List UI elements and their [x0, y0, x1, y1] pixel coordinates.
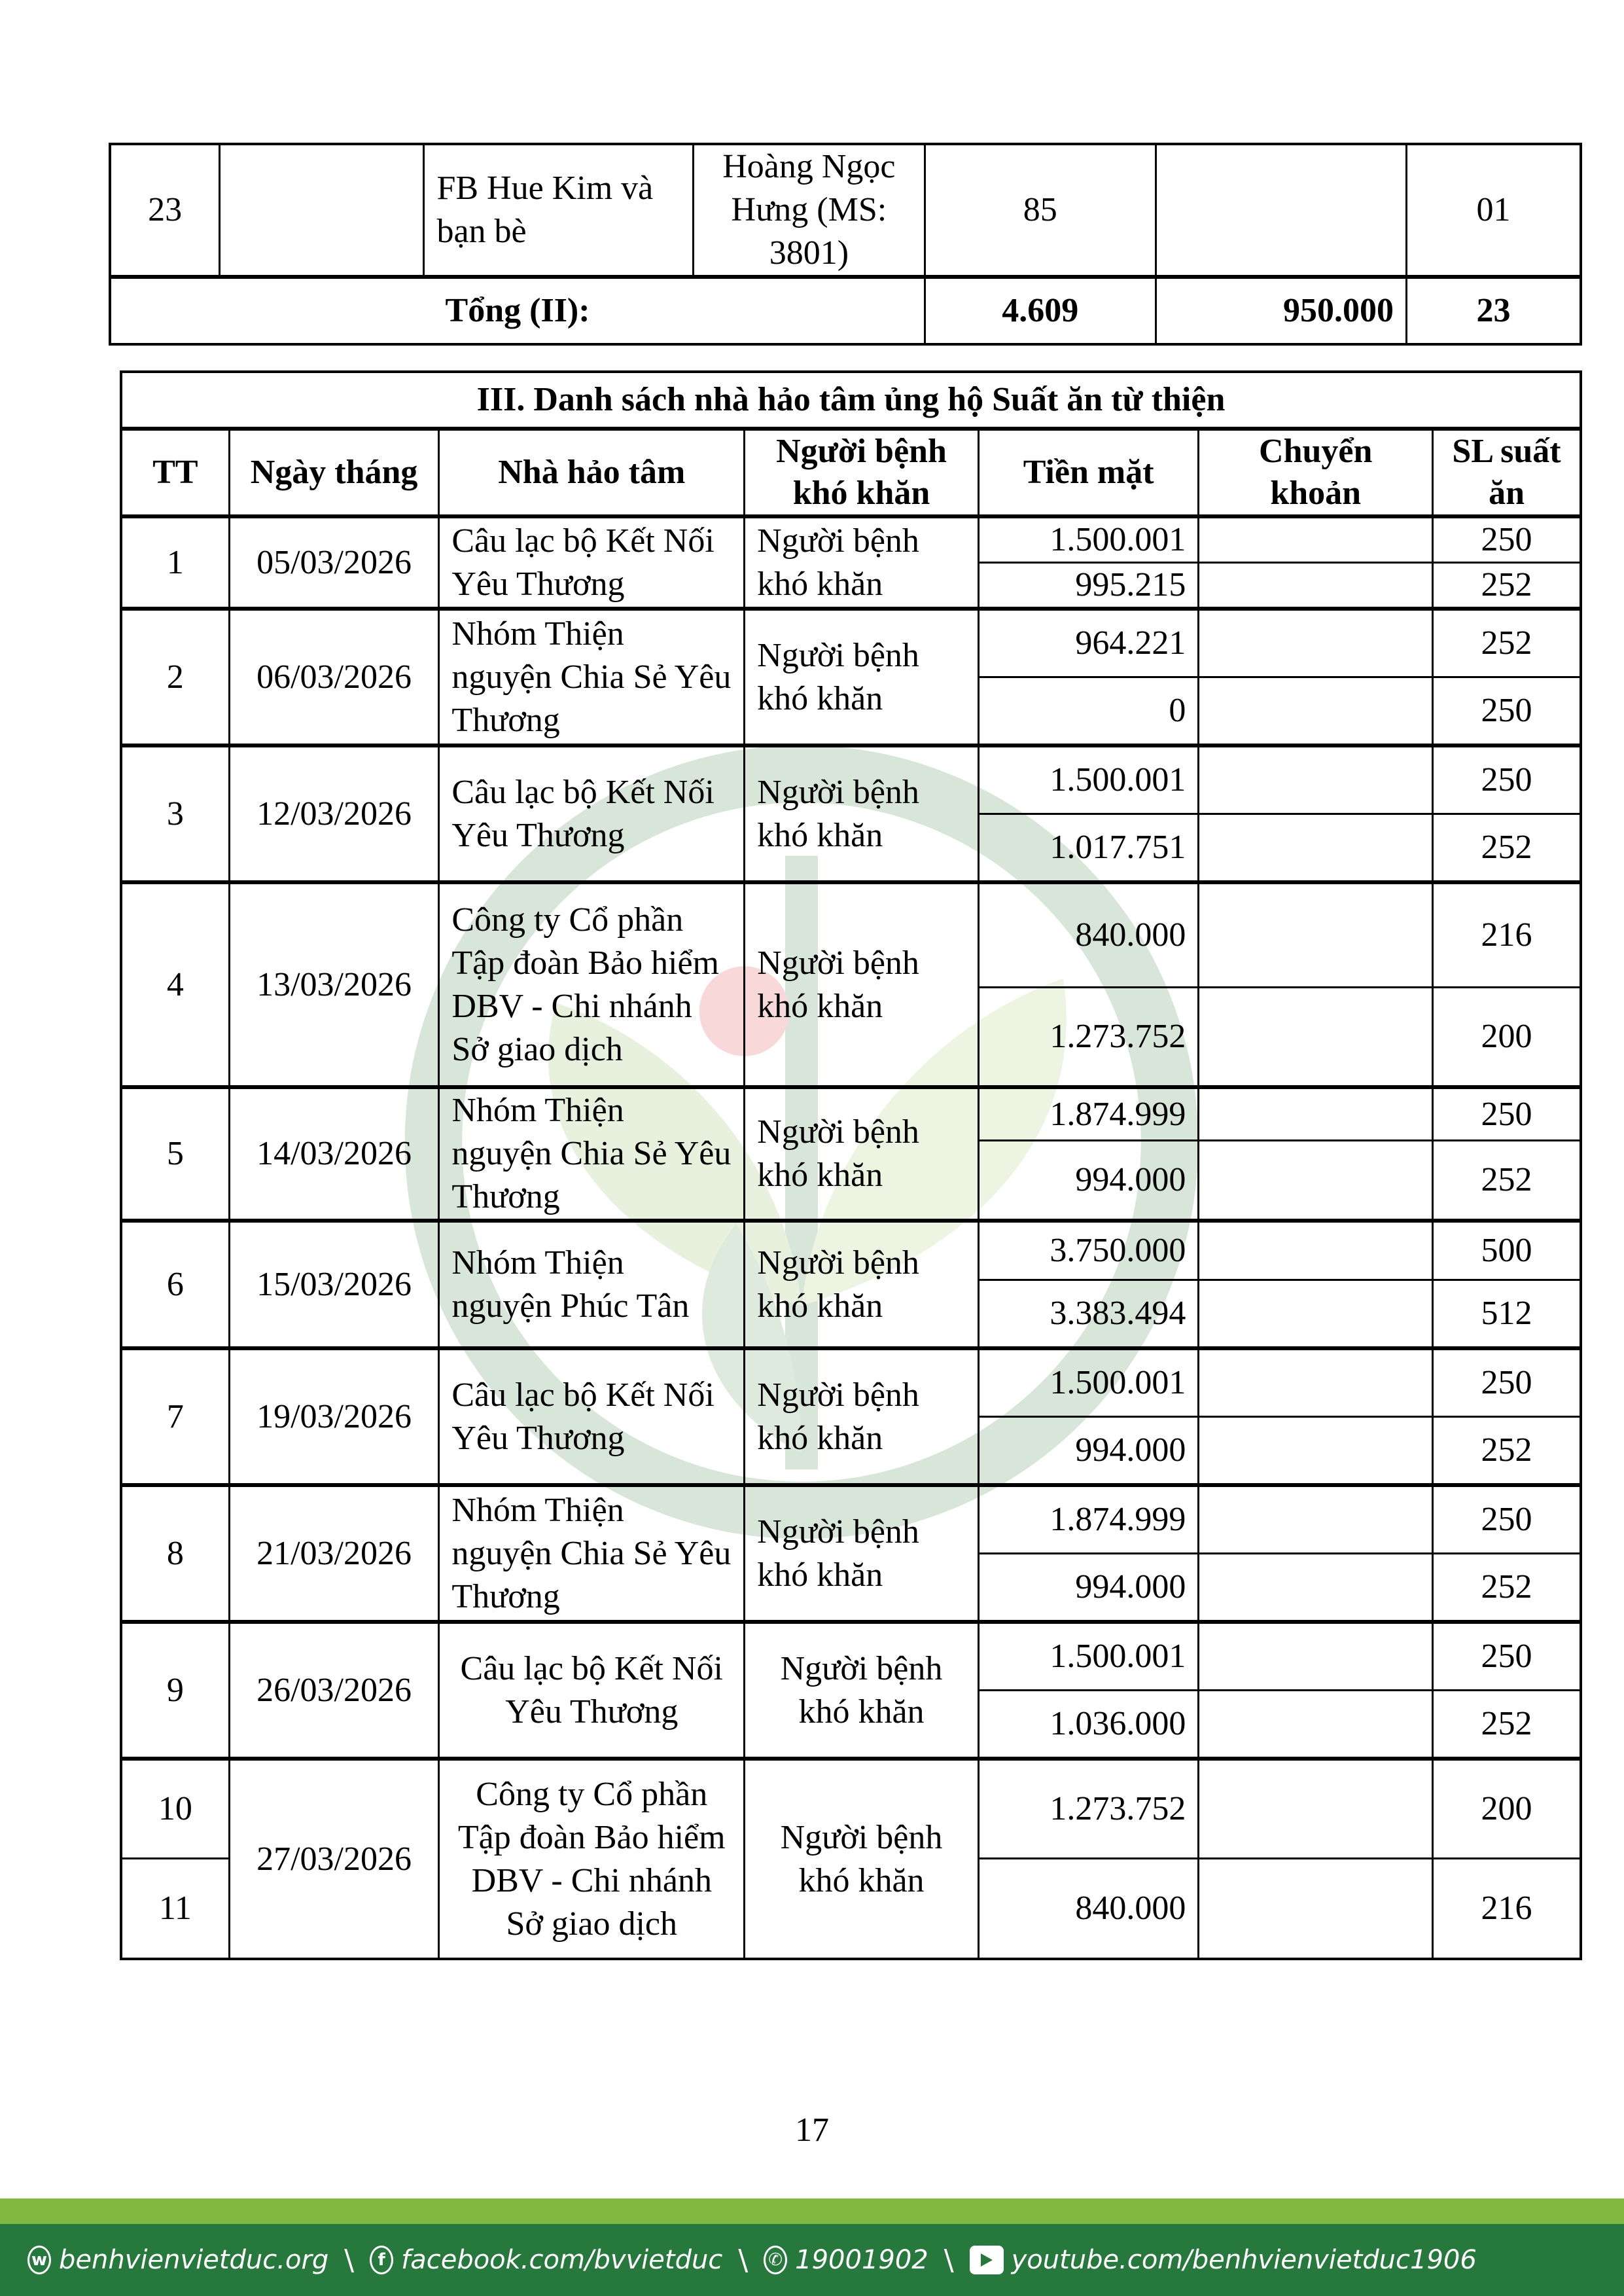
transfer-cell — [1199, 1348, 1433, 1417]
donor-cell: Nhóm Thiện nguyện Chia Sẻ Yêu Thương — [439, 609, 745, 745]
meals-cell: 250 — [1433, 677, 1581, 746]
beneficiary-cell: Người bệnh khó khăn — [745, 1622, 979, 1759]
date-cell: 15/03/2026 — [229, 1221, 439, 1348]
header-cash: Tiền mặt — [978, 429, 1199, 516]
beneficiary-cell: Người bệnh khó khăn — [745, 745, 979, 882]
section-ii-table — [109, 143, 1582, 346]
section-title-row — [121, 372, 1581, 429]
cash-cell: 994.000 — [978, 1554, 1199, 1623]
cash-cell: 1.017.751 — [978, 814, 1199, 883]
donor-cell: Nhóm Thiện nguyện Chia Sẻ Yêu Thương — [439, 1087, 745, 1221]
tt-cell: 8 — [121, 1485, 229, 1622]
cash-cell: 840.000 — [978, 1859, 1199, 1960]
transfer-cell — [1199, 1691, 1433, 1759]
header-tt: TT — [121, 429, 229, 516]
transfer-cell — [1199, 1859, 1433, 1960]
transfer-cell — [1199, 1554, 1433, 1623]
facebook-icon: f — [370, 2246, 393, 2274]
date-cell: 05/03/2026 — [229, 516, 439, 609]
date-cell: 06/03/2026 — [229, 609, 439, 745]
table-row — [121, 882, 1581, 988]
donor-cell: Nhóm Thiện nguyện Phúc Tân — [439, 1221, 745, 1348]
cash-cell: 85 — [925, 144, 1156, 277]
table-row — [121, 1759, 1581, 1859]
beneficiary-cell: Người bệnh khó khăn — [745, 516, 979, 609]
header-meals: SL suất ăn — [1433, 429, 1581, 516]
table-row — [121, 745, 1581, 814]
meals-cell: 252 — [1433, 1554, 1581, 1623]
meals-cell: 250 — [1433, 1348, 1581, 1417]
tt-cell: 11 — [121, 1859, 229, 1960]
beneficiary-cell: Người bệnh khó khăn — [745, 1485, 979, 1622]
donor-cell: Câu lạc bộ Kết Nối Yêu Thương — [439, 745, 745, 882]
beneficiary-cell: Người bệnh khó khăn — [745, 1348, 979, 1485]
cash-cell: 3.750.000 — [978, 1221, 1199, 1280]
footer-hotline-text: 19001902 — [795, 2245, 928, 2275]
total-label: Tổng (II): — [110, 277, 925, 344]
cash-cell: 995.215 — [978, 563, 1199, 609]
cash-cell: 1.036.000 — [978, 1691, 1199, 1759]
transfer-cell — [1199, 1280, 1433, 1349]
footer-accent-bar — [0, 2198, 1624, 2224]
transfer-cell — [1199, 988, 1433, 1088]
transfer-cell — [1199, 563, 1433, 609]
transfer-cell — [1199, 1141, 1433, 1221]
footer-hotline[interactable] — [764, 2245, 928, 2275]
total-row — [110, 277, 1581, 344]
tt-cell: 3 — [121, 745, 229, 882]
meals-cell: 252 — [1433, 1417, 1581, 1486]
beneficiary-cell: Người bệnh khó khăn — [745, 1759, 979, 1959]
meals-cell: 250 — [1433, 516, 1581, 563]
cash-cell: 964.221 — [978, 609, 1199, 677]
footer-separator: \ — [944, 2243, 954, 2277]
meals-cell: 252 — [1433, 563, 1581, 609]
header-row — [121, 429, 1581, 516]
meals-cell: 252 — [1433, 1691, 1581, 1759]
beneficiary-cell: Người bệnh khó khăn — [745, 1221, 979, 1348]
footer-separator: \ — [738, 2243, 749, 2277]
tt-cell: 7 — [121, 1348, 229, 1485]
footer-separator: \ — [344, 2243, 355, 2277]
beneficiary-cell: Người bệnh khó khăn — [745, 882, 979, 1087]
table-row — [121, 609, 1581, 677]
transfer-cell — [1199, 1622, 1433, 1691]
table-row — [121, 1221, 1581, 1280]
meals-cell: 250 — [1433, 1087, 1581, 1141]
donor-cell: Nhóm Thiện nguyện Chia Sẻ Yêu Thương — [439, 1485, 745, 1622]
cash-cell: 1.273.752 — [978, 1759, 1199, 1859]
header-transfer: Chuyển khoản — [1199, 429, 1433, 516]
tt-cell: 2 — [121, 609, 229, 745]
cash-cell: 840.000 — [978, 882, 1199, 988]
date-cell: 13/03/2026 — [229, 882, 439, 1087]
footer-youtube-text: youtube.com/benhvienvietduc1906 — [1011, 2245, 1477, 2275]
date-cell — [220, 144, 424, 277]
transfer-cell — [1199, 745, 1433, 814]
donor-cell: Câu lạc bộ Kết Nối Yêu Thương — [439, 1622, 745, 1759]
transfer-cell — [1199, 677, 1433, 746]
date-cell: 19/03/2026 — [229, 1348, 439, 1485]
page-number: 17 — [795, 2111, 829, 2149]
tt-cell: 10 — [121, 1759, 229, 1859]
section-title: III. Danh sách nhà hảo tâm ủng hộ Suất ăn từ thiện — [121, 372, 1581, 429]
section-iii-table — [120, 370, 1582, 1960]
cash-cell: 1.500.001 — [978, 516, 1199, 563]
meals-cell: 252 — [1433, 609, 1581, 677]
cash-cell: 0 — [978, 677, 1199, 746]
transfer-cell — [1199, 814, 1433, 883]
cash-cell: 1.500.001 — [978, 1622, 1199, 1691]
cash-cell: 994.000 — [978, 1141, 1199, 1221]
meals-cell: 200 — [1433, 1759, 1581, 1859]
meals-cell: 250 — [1433, 1485, 1581, 1554]
cash-cell: 1.874.999 — [978, 1485, 1199, 1554]
donor-cell: FB Hue Kim và bạn bè — [424, 144, 693, 277]
cash-cell: 1.273.752 — [978, 988, 1199, 1088]
phone-icon: ✆ — [764, 2246, 787, 2274]
cash-cell: 994.000 — [978, 1417, 1199, 1486]
transfer-cell — [1199, 1759, 1433, 1859]
header-beneficiary: Người bệnh khó khăn — [745, 429, 979, 516]
meals-cell: 200 — [1433, 988, 1581, 1088]
date-cell: 14/03/2026 — [229, 1087, 439, 1221]
meals-cell: 216 — [1433, 1859, 1581, 1960]
table-row — [121, 1485, 1581, 1554]
tt-cell: 6 — [121, 1221, 229, 1348]
web-icon: w — [27, 2246, 51, 2274]
youtube-icon — [970, 2246, 1004, 2274]
transfer-cell — [1156, 144, 1406, 277]
transfer-cell — [1199, 1221, 1433, 1280]
meals-cell: 252 — [1433, 814, 1581, 883]
table-row — [121, 516, 1581, 563]
table-row — [121, 1348, 1581, 1417]
footer-website-text: benhvienvietduc.org — [59, 2245, 329, 2275]
meals-cell: 01 — [1406, 144, 1581, 277]
cash-cell: 1.500.001 — [978, 745, 1199, 814]
tt-cell: 9 — [121, 1622, 229, 1759]
footer-website[interactable] — [27, 2245, 328, 2275]
tt-cell: 23 — [110, 144, 220, 277]
table-row — [121, 1087, 1581, 1141]
meals-cell: 216 — [1433, 882, 1581, 988]
date-cell: 26/03/2026 — [229, 1622, 439, 1759]
total-meals: 23 — [1406, 277, 1581, 344]
meals-cell: 512 — [1433, 1280, 1581, 1349]
donor-cell: Công ty Cổ phần Tập đoàn Bảo hiểm DBV - Chi nhánh Sở giao dịch — [439, 1759, 745, 1959]
meals-cell: 250 — [1433, 1622, 1581, 1691]
header-donor: Nhà hảo tâm — [439, 429, 745, 516]
footer-facebook-text: facebook.com/bvvietduc — [401, 2245, 723, 2275]
transfer-cell — [1199, 609, 1433, 677]
beneficiary-cell: Người bệnh khó khăn — [745, 609, 979, 745]
tt-cell: 4 — [121, 882, 229, 1087]
meals-cell: 250 — [1433, 745, 1581, 814]
transfer-cell — [1199, 1417, 1433, 1486]
meals-cell: 500 — [1433, 1221, 1581, 1280]
date-cell: 27/03/2026 — [229, 1759, 439, 1959]
total-transfer: 950.000 — [1156, 277, 1406, 344]
meals-cell: 252 — [1433, 1141, 1581, 1221]
tt-cell: 5 — [121, 1087, 229, 1221]
donor-cell: Câu lạc bộ Kết Nối Yêu Thương — [439, 516, 745, 609]
cash-cell: 3.383.494 — [978, 1280, 1199, 1349]
cash-cell: 1.874.999 — [978, 1087, 1199, 1141]
footer-bar — [0, 2224, 1624, 2296]
donor-cell: Công ty Cổ phần Tập đoàn Bảo hiểm DBV - Chi nhánh Sở giao dịch — [439, 882, 745, 1087]
cash-cell: 1.500.001 — [978, 1348, 1199, 1417]
date-cell: 21/03/2026 — [229, 1485, 439, 1622]
transfer-cell — [1199, 882, 1433, 988]
donor-cell: Câu lạc bộ Kết Nối Yêu Thương — [439, 1348, 745, 1485]
beneficiary-cell: Người bệnh khó khăn — [745, 1087, 979, 1221]
total-cash: 4.609 — [925, 277, 1156, 344]
footer-youtube[interactable] — [970, 2245, 1477, 2275]
date-cell: 12/03/2026 — [229, 745, 439, 882]
transfer-cell — [1199, 1087, 1433, 1141]
transfer-cell — [1199, 516, 1433, 563]
beneficiary-cell: Hoàng Ngọc Hưng (MS: 3801) — [693, 144, 925, 277]
header-date: Ngày tháng — [229, 429, 439, 516]
footer-facebook[interactable] — [370, 2245, 722, 2275]
tt-cell: 1 — [121, 516, 229, 609]
transfer-cell — [1199, 1485, 1433, 1554]
table-row — [110, 144, 1581, 277]
table-row — [121, 1622, 1581, 1691]
